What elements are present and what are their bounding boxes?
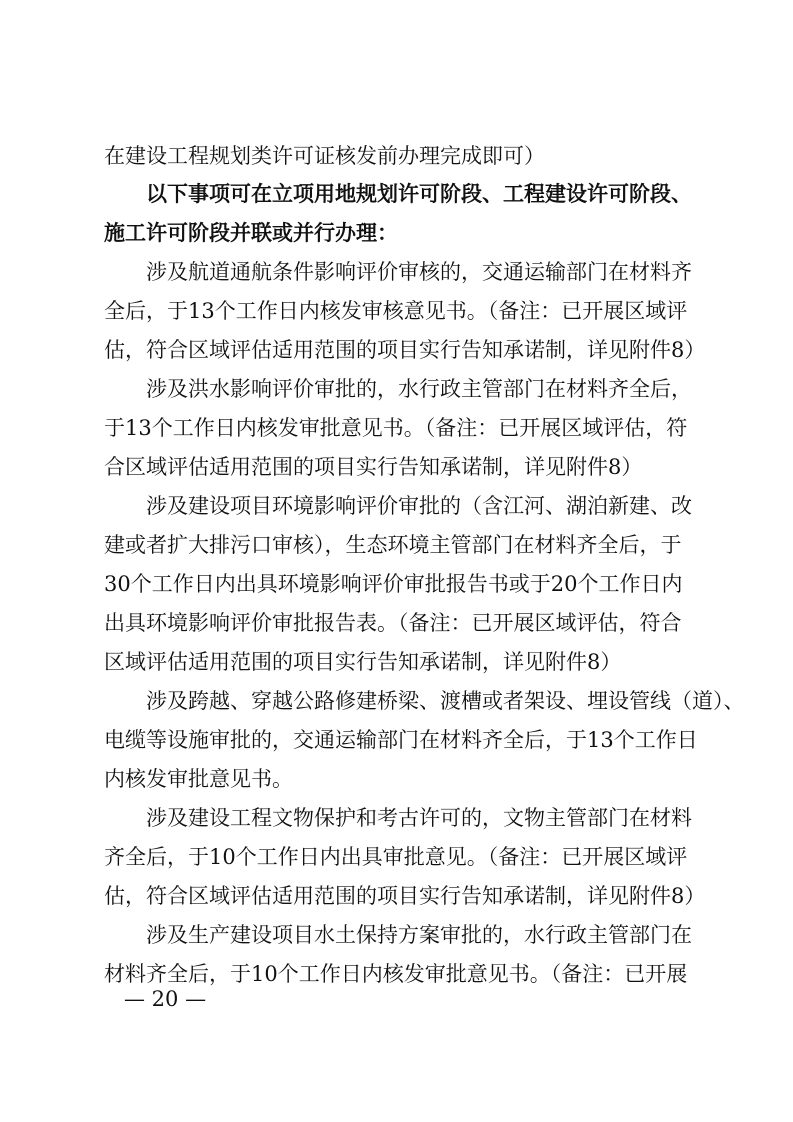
- text-line: [0, 291, 793, 331]
- text-line: [0, 798, 793, 838]
- text-line-content: 建或者扩大排污口审核），生态环境主管部门在材料齐全后，于: [104, 533, 682, 557]
- text-line-content: 30个工作日内出具环境影响评价审批报告书或于20个工作日内: [104, 572, 683, 596]
- text-line: [0, 876, 793, 916]
- text-line: [0, 369, 793, 409]
- text-line: [0, 759, 793, 799]
- text-line: [0, 720, 793, 760]
- text-line-content: 合区域评估适用范围的项目实行告知承诺制，详见附件8）: [104, 455, 643, 479]
- text-line-content: 于13个工作日内核发审批意见书。（备注：已开展区域评估，符: [104, 416, 688, 440]
- text-line-bold: [0, 174, 793, 214]
- text-line-content: 涉及建设项目环境影响评价审批的（含江河、湖泊新建、改: [146, 494, 692, 518]
- text-line: [0, 136, 793, 176]
- text-line-content: 电缆等设施审批的，交通运输部门在材料齐全后，于13个工作日: [104, 728, 698, 752]
- text-line: [0, 486, 793, 526]
- text-line-content: 估，符合区域评估适用范围的项目实行告知承诺制，详见附件8）: [104, 338, 706, 362]
- text-line: [0, 330, 793, 370]
- text-line: [0, 408, 793, 448]
- text-line-content: 涉及跨越、穿越公路修建桥梁、渡槽或者架设、埋设管线（道）、: [146, 689, 745, 713]
- text-line-content: 在建设工程规划类许可证核发前办理完成即可）: [104, 144, 545, 168]
- text-line-bold: [0, 213, 793, 253]
- text-line-content: 区域评估适用范围的项目实行告知承诺制，详见附件8）: [104, 650, 622, 674]
- text-line: [0, 252, 793, 292]
- text-line: [0, 642, 793, 682]
- text-line-content: 以下事项可在立项用地规划许可阶段、工程建设许可阶段、: [146, 181, 692, 206]
- text-line: [0, 525, 793, 565]
- text-line-content: 齐全后，于10个工作日内出具审批意见。（备注：已开展区域评: [104, 845, 688, 869]
- text-line-content: 涉及建设工程文物保护和考古许可的，文物主管部门在材料: [146, 806, 692, 830]
- text-line: [0, 837, 793, 877]
- text-line: [0, 447, 793, 487]
- text-line: [0, 915, 793, 955]
- text-line-content: 全后，于13个工作日内核发审核意见书。（备注：已开展区域评: [104, 299, 688, 323]
- text-line-content: 材料齐全后，于10个工作日内核发审批意见书。（备注：已开展: [104, 962, 688, 986]
- text-line: [0, 564, 793, 604]
- text-line-content: 估，符合区域评估适用范围的项目实行告知承诺制，详见附件8）: [104, 884, 706, 908]
- text-line: [0, 954, 793, 994]
- text-line: [0, 681, 793, 721]
- text-line-content: 涉及航道通航条件影响评价审核的，交通运输部门在材料齐: [146, 260, 692, 284]
- text-line-content: 涉及生产建设项目水土保持方案审批的，水行政主管部门在: [146, 923, 692, 947]
- text-line-content: 涉及洪水影响评价审批的，水行政主管部门在材料齐全后，: [146, 377, 692, 401]
- text-line-content: 内核发审批意见书。: [104, 767, 293, 791]
- text-line: [0, 603, 793, 643]
- text-line-content: 施工许可阶段并联或并行办理：: [104, 220, 398, 245]
- page-number: — 20 —: [124, 987, 207, 1011]
- text-line-content: 出具环境影响评价审批报告表。（备注：已开展区域评估，符合: [104, 611, 682, 635]
